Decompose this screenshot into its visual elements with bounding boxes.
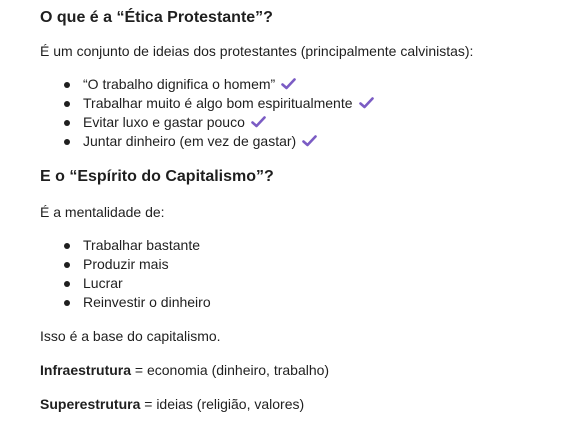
ethics-intro: É um conjunto de ideias dos protestantes (principalmente calvinistas): [40, 43, 474, 59]
list-item [40, 132, 374, 151]
list-item-text: Reinvestir o dinheiro [83, 294, 211, 310]
infrastructure-definition [40, 360, 329, 380]
check-mark-icon [251, 116, 266, 128]
list-item [40, 236, 211, 255]
list-item-text: Juntar dinheiro (em vez de gastar) [83, 133, 297, 149]
bullet-icon [64, 262, 70, 268]
capitalism-list [40, 236, 211, 312]
section-capitalism [40, 167, 274, 187]
check-mark-icon [359, 97, 374, 109]
infrastructure-description: = economia (dinheiro, trabalho) [131, 362, 330, 378]
heading-protestant-ethic: O que é a “Ética Protestante”? [40, 9, 273, 26]
superstructure-definition [40, 394, 304, 414]
bullet-icon [64, 139, 70, 145]
bullet-icon [64, 82, 70, 88]
ethics-intro-block [40, 41, 473, 61]
list-item-text: Produzir mais [83, 256, 169, 272]
infrastructure-term: Infraestrutura [40, 362, 132, 378]
list-item [40, 75, 374, 94]
capitalism-list-block [40, 236, 211, 312]
bullet-icon [64, 120, 70, 126]
section-ethics [40, 8, 273, 28]
list-item-text: Trabalhar muito é algo bom espiritualmente [83, 95, 353, 111]
list-item-text: Evitar luxo e gastar pouco [83, 114, 245, 130]
superstructure-block [40, 394, 304, 414]
capitalism-intro-block [40, 202, 165, 222]
ethics-list-block [40, 75, 374, 151]
bullet-icon [64, 281, 70, 287]
list-item [40, 255, 211, 274]
list-item [40, 113, 374, 132]
list-item-text: “O trabalho dignifica o homem” [83, 76, 276, 92]
list-item [40, 293, 211, 312]
summary-block [40, 326, 221, 346]
list-item [40, 94, 374, 113]
bullet-icon [64, 243, 70, 249]
superstructure-description: = ideias (religião, valores) [140, 396, 305, 412]
superstructure-term: Superestrutura [40, 396, 141, 412]
bullet-icon [64, 101, 70, 107]
check-mark-icon [281, 78, 296, 90]
check-mark-icon [302, 135, 317, 147]
list-item [40, 274, 211, 293]
summary-text: Isso é a base do capitalismo. [40, 328, 221, 344]
infrastructure-block [40, 360, 329, 380]
list-item-text: Trabalhar bastante [83, 237, 200, 253]
bullet-icon [64, 300, 70, 306]
list-item-text: Lucrar [83, 275, 123, 291]
capitalism-intro: É a mentalidade de: [40, 204, 165, 220]
ethics-list [40, 75, 374, 151]
heading-spirit-capitalism: E o “Espírito do Capitalismo”? [40, 168, 274, 185]
